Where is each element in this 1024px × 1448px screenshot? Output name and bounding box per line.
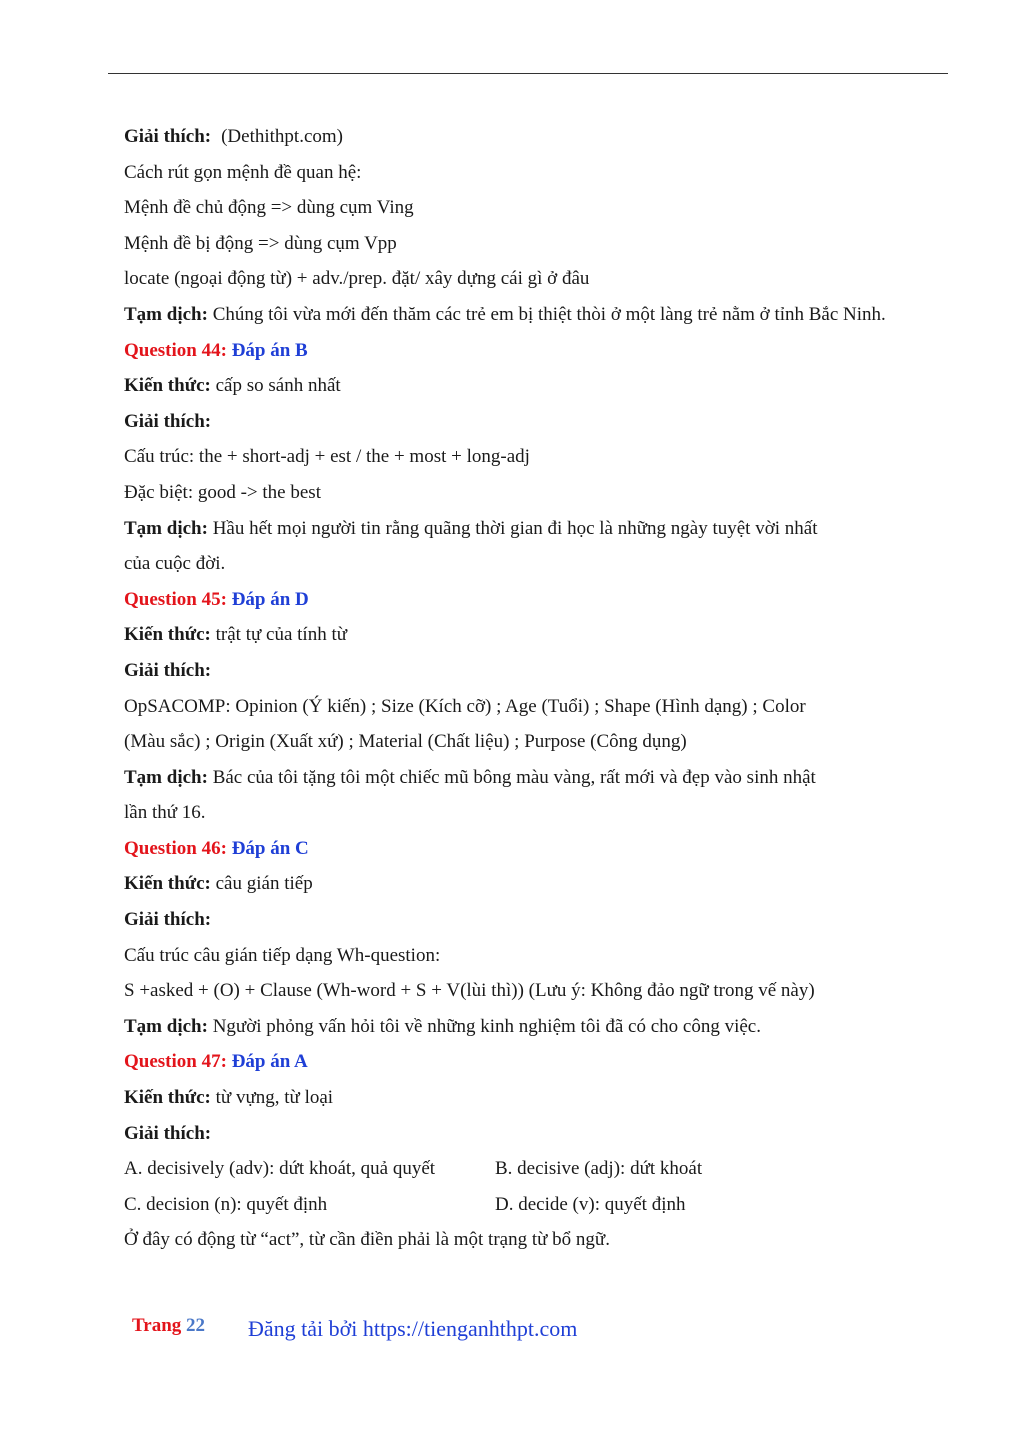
question-number: Question 45: [124,588,227,610]
q46-translation [124,1009,964,1045]
translation-text: Hầu hết mọi người tin rằng quãng thời gian đi học là những ngày tuyệt vời nhất [207,517,818,539]
q44-explanation-line: Cấu trúc: the + short-adj + est / the + most + long-adj [124,446,530,468]
intro-line: Mệnh đề chủ động => dùng cụm Ving [124,197,414,219]
question-45-heading [124,582,964,618]
question-47-heading [124,1044,964,1080]
q44-translation-cont: của cuộc đời. [124,553,226,575]
q45-translation-cont: lần thứ 16. [124,802,206,824]
translation-label: Tạm dịch: [124,1015,208,1037]
answer-key: Đáp án D [226,588,309,610]
question-number: Question 44: [124,339,227,361]
translation-label: Tạm dịch: [124,303,208,325]
q44-knowledge [124,368,964,404]
knowledge-text: câu gián tiếp [210,873,313,895]
translation-label: Tạm dịch: [124,766,208,788]
intro-translation [124,297,964,333]
source-note: (Dethithpt.com) [221,126,343,147]
q44-translation [124,511,964,547]
q44-explanation-line: Đặc biệt: good -> the best [124,481,321,503]
option-b: B. decisive (adj): dứt khoát [495,1158,703,1180]
uploaded-by-link[interactable]: Đăng tải bởi https://tienganhthpt.com [248,1316,578,1341]
translation-text: Bác của tôi tặng tôi một chiếc mũ bông màu vàng, rất mới và đẹp vào sinh nhật [207,766,816,788]
answer-key: Đáp án B [226,339,308,361]
question-46-heading [124,831,964,867]
q46-explanation-line: S +asked + (O) + Clause (Wh-word + S + V(lùi thì)) (Lưu ý: Không đảo ngữ trong vế này) [124,980,815,1002]
option-a: A. decisively (adv): dứt khoát, quả quyết [124,1158,436,1180]
option-d: D. decide (v): quyết định [495,1193,686,1215]
page-number: 22 [186,1315,206,1336]
q47-explanation-label: Giải thích: [124,1122,212,1144]
q45-explanation-line: (Màu sắc) ; Origin (Xuất xứ) ; Material (Chất liệu) ; Purpose (Công dụng) [124,731,687,753]
q47-options-row [124,1151,964,1187]
answer-key: Đáp án C [226,837,309,859]
q44-explanation-label: Giải thích: [124,410,212,432]
question-number: Question 46: [124,837,227,859]
translation-label: Tạm dịch: [124,517,208,539]
page-indicator [132,1315,205,1337]
header-divider [108,73,948,74]
knowledge-label: Kiến thức: [124,1087,211,1109]
question-44-heading [124,333,964,369]
q46-explanation-line: Cấu trúc câu gián tiếp dạng Wh-question: [124,944,441,966]
intro-line: locate (ngoại động từ) + adv./prep. đặt/ xây dựng cái gì ở đâu [124,268,590,290]
knowledge-text: từ vựng, từ loại [210,1087,334,1109]
knowledge-label: Kiến thức: [124,375,211,397]
translation-text: Người phỏng vấn hỏi tôi về những kinh nghiệm tôi đã có cho công việc. [207,1015,761,1037]
intro-line: Cách rút gọn mệnh đề quan hệ: [124,161,362,183]
intro-line: Mệnh đề bị động => dùng cụm Vpp [124,232,397,254]
knowledge-label: Kiến thức: [124,624,211,646]
knowledge-label: Kiến thức: [124,873,211,895]
intro-explanation-heading [124,119,964,155]
q45-translation [124,760,964,796]
translation-text: Chúng tôi vừa mới đến thăm các trẻ em bị thiệt thòi ở một làng trẻ nằm ở tỉnh Bắc Ninh. [207,303,886,325]
q45-explanation-line: OpSACOMP: Opinion (Ý kiến) ; Size (Kích cỡ) ; Age (Tuổi) ; Shape (Hình dạng) ; Color [124,695,806,717]
knowledge-text: trật tự của tính từ [210,624,348,646]
answer-key: Đáp án A [226,1051,308,1073]
q46-knowledge [124,866,964,902]
knowledge-text: cấp so sánh nhất [210,375,341,397]
document-body [124,119,964,1258]
question-number: Question 47: [124,1051,227,1073]
page-label-text: Trang [132,1315,182,1336]
page-footer [0,1313,1024,1347]
option-c: C. decision (n): quyết định [124,1193,328,1215]
q45-explanation-label: Giải thích: [124,659,212,681]
q47-knowledge [124,1080,964,1116]
q47-options-row [124,1187,964,1223]
q47-conclusion: Ở đây có động từ “act”, từ cần điền phải là một trạng từ bổ ngữ. [124,1229,610,1251]
q46-explanation-label: Giải thích: [124,909,212,931]
q45-knowledge [124,617,964,653]
explanation-label: Giải thích: [124,126,212,147]
